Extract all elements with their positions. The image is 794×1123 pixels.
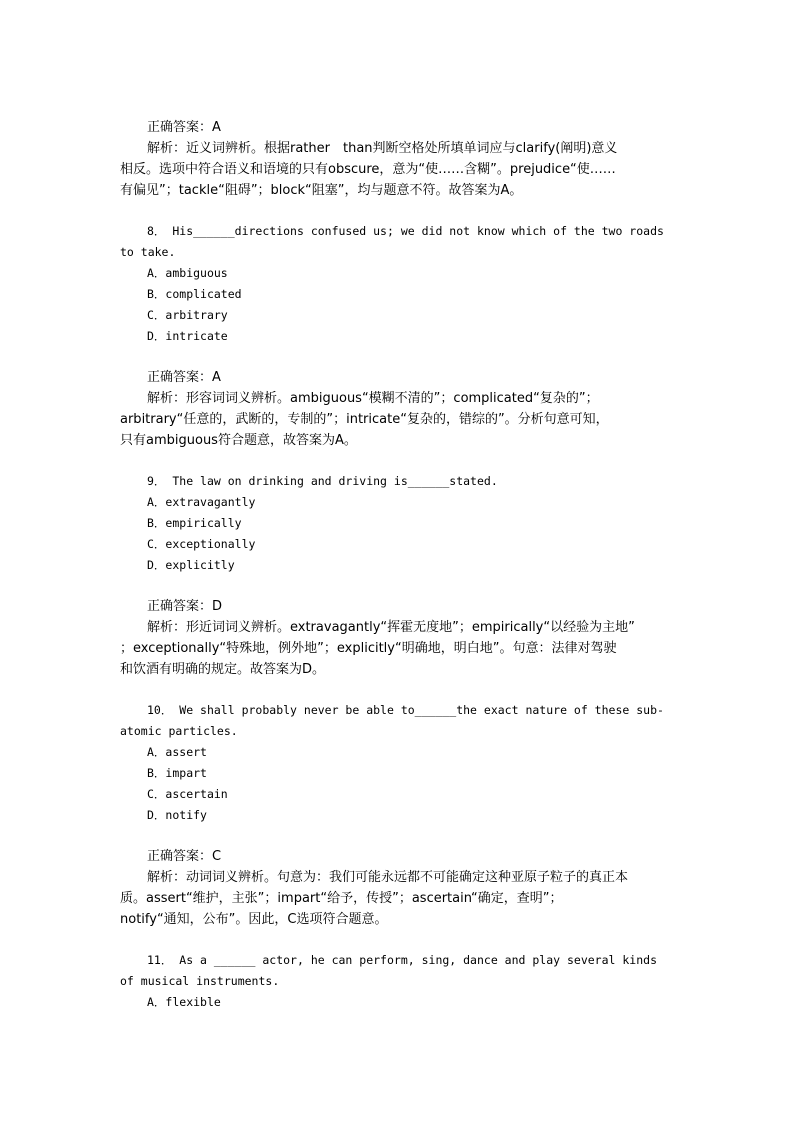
option-c: C．arbitrary	[147, 308, 228, 322]
option-a: A．ambiguous	[147, 266, 228, 280]
option-a: A．assert	[147, 745, 207, 759]
analysis-line: 只有ambiguous符合题意，故答案为A。	[120, 433, 357, 448]
option-d: D．explicitly	[147, 558, 235, 572]
analysis-line: 解析：动词词义辨析。句意为：我们可能永远都不可能确定这种亚原子粒子的真正本	[147, 870, 629, 885]
correct-answer: 正确答案：D	[147, 599, 223, 614]
option-a: A．flexible	[147, 995, 221, 1009]
spacer	[120, 347, 680, 367]
analysis-line: 解析：近义词辨析。根据rather than判断空格处所填单词应与clarify(阐明)意义	[147, 141, 618, 156]
question-block-9	[120, 471, 680, 680]
option-c: C．ascertain	[147, 787, 228, 801]
analysis-line: 有偏见”；tackle“阻碍”；block“阻塞”，均与题意不符。故答案为A。	[120, 183, 523, 198]
correct-answer: 正确答案：A	[147, 370, 221, 385]
option-b: B．empirically	[147, 516, 242, 530]
option-b: B．complicated	[147, 287, 242, 301]
question-text: 9． The law on drinking and driving is______stated.	[147, 474, 498, 488]
option-d: D．intricate	[147, 329, 228, 343]
spacer	[120, 826, 680, 846]
question-text-continued: of musical instruments.	[120, 974, 280, 988]
analysis-line: 解析：形近词词义辨析。extravagantly“挥霍无度地”；empirically“以经验为主地”	[147, 620, 635, 635]
question-block-11	[120, 950, 680, 1013]
option-a: A．extravagantly	[147, 495, 256, 509]
question-block-8	[120, 221, 680, 451]
spacer	[120, 576, 680, 596]
option-d: D．notify	[147, 808, 207, 822]
correct-answer: 正确答案：A	[147, 120, 221, 135]
analysis-line: 质。assert“维护，主张”；impart“给予，传授”；ascertain“确定，查明”；	[120, 891, 563, 906]
question-text: 8． His______directions confused us; we did not know which of the two roads	[147, 224, 664, 238]
option-b: B．impart	[147, 766, 207, 780]
question-text-continued: atomic particles.	[120, 724, 238, 738]
analysis-line: ；exceptionally“特殊地，例外地”；explicitly“明确地，明白地”。句意：法律对驾驶	[120, 641, 617, 656]
analysis-line: 相反。选项中符合语义和语境的只有obscure，意为“使……含糊”。prejudice“使……	[120, 162, 616, 177]
question-text: 10． We shall probably never be able to______the exact nature of these sub-	[147, 703, 664, 717]
analysis-line: 解析：形容词词义辨析。ambiguous“模糊不清的”；complicated“复杂的”；	[147, 391, 599, 406]
analysis-line: arbitrary“任意的，武断的，专制的”；intricate“复杂的，错综的”。分析句意可知，	[120, 412, 609, 427]
option-c: C．exceptionally	[147, 537, 256, 551]
answer-block-7	[120, 117, 680, 201]
analysis-line: 和饮酒有明确的规定。故答案为D。	[120, 662, 326, 677]
question-text-continued: to take.	[120, 245, 176, 259]
question-text: 11． As a ______ actor, he can perform, sing, dance and play several kinds	[147, 953, 657, 967]
analysis-line: notify“通知，公布”。因此，C选项符合题意。	[120, 912, 388, 927]
question-block-10	[120, 700, 680, 930]
correct-answer: 正确答案：C	[147, 849, 222, 864]
